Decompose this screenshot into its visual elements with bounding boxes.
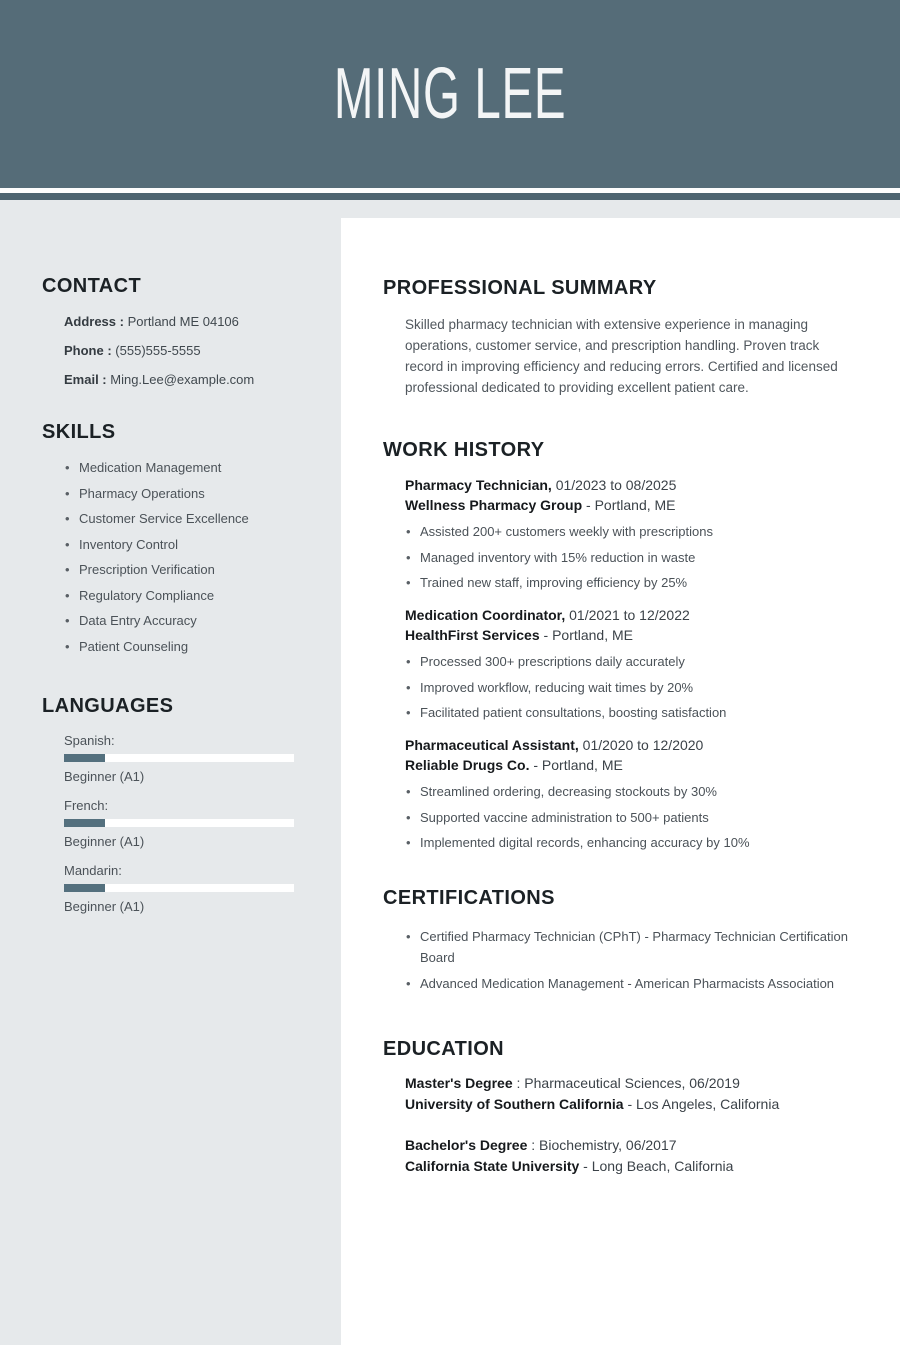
language-item <box>64 733 301 784</box>
language-name: Mandarin: <box>64 862 122 878</box>
contact-item <box>64 372 301 387</box>
education-list <box>383 1073 860 1177</box>
education-degree: Master's Degree <box>405 1075 513 1091</box>
skill-item: • Data Entry Accuracy <box>64 613 301 628</box>
certification-list <box>383 926 853 994</box>
language-level: Beginner (A1) <box>64 898 145 914</box>
sidebar <box>0 200 341 1345</box>
job-bullet: • Managed inventory with 15% reduction in waste <box>405 550 860 565</box>
language-progress-fill <box>64 884 105 892</box>
language-progress-bar <box>64 754 294 762</box>
work-history-heading: WORK HISTORY <box>383 439 545 461</box>
education-location: - Los Angeles, California <box>627 1096 780 1112</box>
skill-item: • Customer Service Excellence <box>64 511 301 526</box>
job-dates: 01/2020 to 12/2020 <box>582 737 704 753</box>
language-item <box>64 798 301 849</box>
education-degree-line <box>405 1073 860 1094</box>
job-title-line <box>405 605 860 625</box>
contact-item-label: Phone : <box>64 343 112 358</box>
certifications-section <box>383 887 860 994</box>
certification-item: • Certified Pharmacy Technician (CPhT) - Pharmacy Technician Certification Board <box>405 926 853 968</box>
job-bullet-list <box>405 654 860 720</box>
resume-header <box>0 0 900 188</box>
job-location: - Portland, ME <box>533 757 623 773</box>
skill-item: • Inventory Control <box>64 537 301 552</box>
language-progress-fill <box>64 754 105 762</box>
job-company-line <box>405 625 860 646</box>
main-content <box>341 218 900 1345</box>
contact-item <box>64 314 301 329</box>
job-company: Reliable Drugs Co. <box>405 757 530 773</box>
job-role: Pharmacy Technician, <box>405 477 552 493</box>
education-section <box>383 1038 860 1177</box>
contact-section <box>42 275 301 387</box>
education-detail: : Biochemistry, 06/2017 <box>531 1137 677 1153</box>
job-title-line <box>405 475 860 495</box>
job-company-line <box>405 495 860 516</box>
job-list <box>383 475 860 850</box>
job-bullet: • Facilitated patient consultations, boosting satisfaction <box>405 705 860 720</box>
job-bullet: • Improved workflow, reducing wait times by 20% <box>405 680 860 695</box>
job-role: Medication Coordinator, <box>405 607 566 623</box>
job-bullet: • Implemented digital records, enhancing accuracy by 10% <box>405 835 860 850</box>
education-entry <box>405 1073 860 1115</box>
job-company: HealthFirst Services <box>405 627 540 643</box>
job-title-line <box>405 735 860 755</box>
contact-item-value: Portland ME 04106 <box>127 314 239 329</box>
job-dates: 01/2021 to 12/2022 <box>569 607 690 623</box>
job-entry <box>405 475 860 590</box>
education-school: California State University <box>405 1158 580 1174</box>
job-bullet: • Processed 300+ prescriptions daily accurately <box>405 654 860 669</box>
contact-item-label: Email : <box>64 372 107 387</box>
skill-item: • Patient Counseling <box>64 639 301 654</box>
languages-list <box>42 733 301 914</box>
job-location: - Portland, ME <box>586 497 676 513</box>
job-entry <box>405 605 860 720</box>
certifications-heading: CERTIFICATIONS <box>383 887 555 909</box>
job-bullet-list <box>405 524 860 590</box>
professional-summary-section <box>383 277 860 398</box>
languages-heading: LANGUAGES <box>42 694 174 717</box>
skills-list <box>42 460 301 654</box>
languages-section <box>42 695 301 914</box>
skill-item: • Prescription Verification <box>64 562 301 577</box>
education-detail: : Pharmaceutical Sciences, 06/2019 <box>516 1075 740 1091</box>
contact-item-value: (555)555-5555 <box>115 343 201 358</box>
contact-list <box>42 314 301 387</box>
job-bullet-list <box>405 784 860 850</box>
contact-item <box>64 343 301 358</box>
contact-item-label: Address : <box>64 314 124 329</box>
job-location: - Portland, ME <box>543 627 633 643</box>
resume-body <box>0 200 900 1345</box>
contact-heading: CONTACT <box>42 275 142 297</box>
skill-item: • Regulatory Compliance <box>64 588 301 603</box>
job-bullet: • Supported vaccine administration to 500+ patients <box>405 810 860 825</box>
job-company: Wellness Pharmacy Group <box>405 497 583 513</box>
job-entry <box>405 735 860 850</box>
language-progress-bar <box>64 819 294 827</box>
language-level: Beginner (A1) <box>64 768 145 784</box>
education-heading: EDUCATION <box>383 1038 505 1060</box>
certification-item: • Advanced Medication Management - American Pharmacists Association <box>405 973 853 994</box>
header-divider-slate <box>0 193 900 200</box>
education-location: - Long Beach, California <box>583 1158 734 1174</box>
job-bullet: • Assisted 200+ customers weekly with prescriptions <box>405 524 860 539</box>
education-degree-line <box>405 1135 860 1156</box>
skill-item: • Pharmacy Operations <box>64 486 301 501</box>
job-dates: 01/2023 to 08/2025 <box>555 477 677 493</box>
skills-heading: SKILLS <box>42 421 116 443</box>
candidate-name: MING LEE <box>333 54 567 134</box>
language-progress-fill <box>64 819 105 827</box>
language-progress-bar <box>64 884 294 892</box>
education-entry <box>405 1135 860 1177</box>
job-bullet: • Trained new staff, improving efficiency by 25% <box>405 575 860 590</box>
language-item <box>64 863 301 914</box>
skills-section <box>42 421 301 654</box>
education-school-line <box>405 1156 860 1177</box>
contact-item-value: Ming.Lee@example.com <box>110 372 255 387</box>
summary-heading: PROFESSIONAL SUMMARY <box>383 277 657 299</box>
work-history-section <box>383 439 860 850</box>
summary-text: Skilled pharmacy technician with extensive experience in managing operations, customer service, and prescription handling. Proven track record in improving efficiency and reducing errors. Certified and licensed professional dedicated to providing excellent patient care. <box>405 317 838 395</box>
skill-item: • Medication Management <box>64 460 301 475</box>
job-role: Pharmaceutical Assistant, <box>405 737 579 753</box>
education-degree: Bachelor's Degree <box>405 1137 528 1153</box>
job-company-line <box>405 755 860 776</box>
education-school: University of Southern California <box>405 1096 624 1112</box>
language-level: Beginner (A1) <box>64 833 145 849</box>
language-name: French: <box>64 797 109 813</box>
language-name: Spanish: <box>64 732 115 748</box>
education-school-line <box>405 1094 860 1115</box>
job-bullet: • Streamlined ordering, decreasing stockouts by 30% <box>405 784 860 799</box>
